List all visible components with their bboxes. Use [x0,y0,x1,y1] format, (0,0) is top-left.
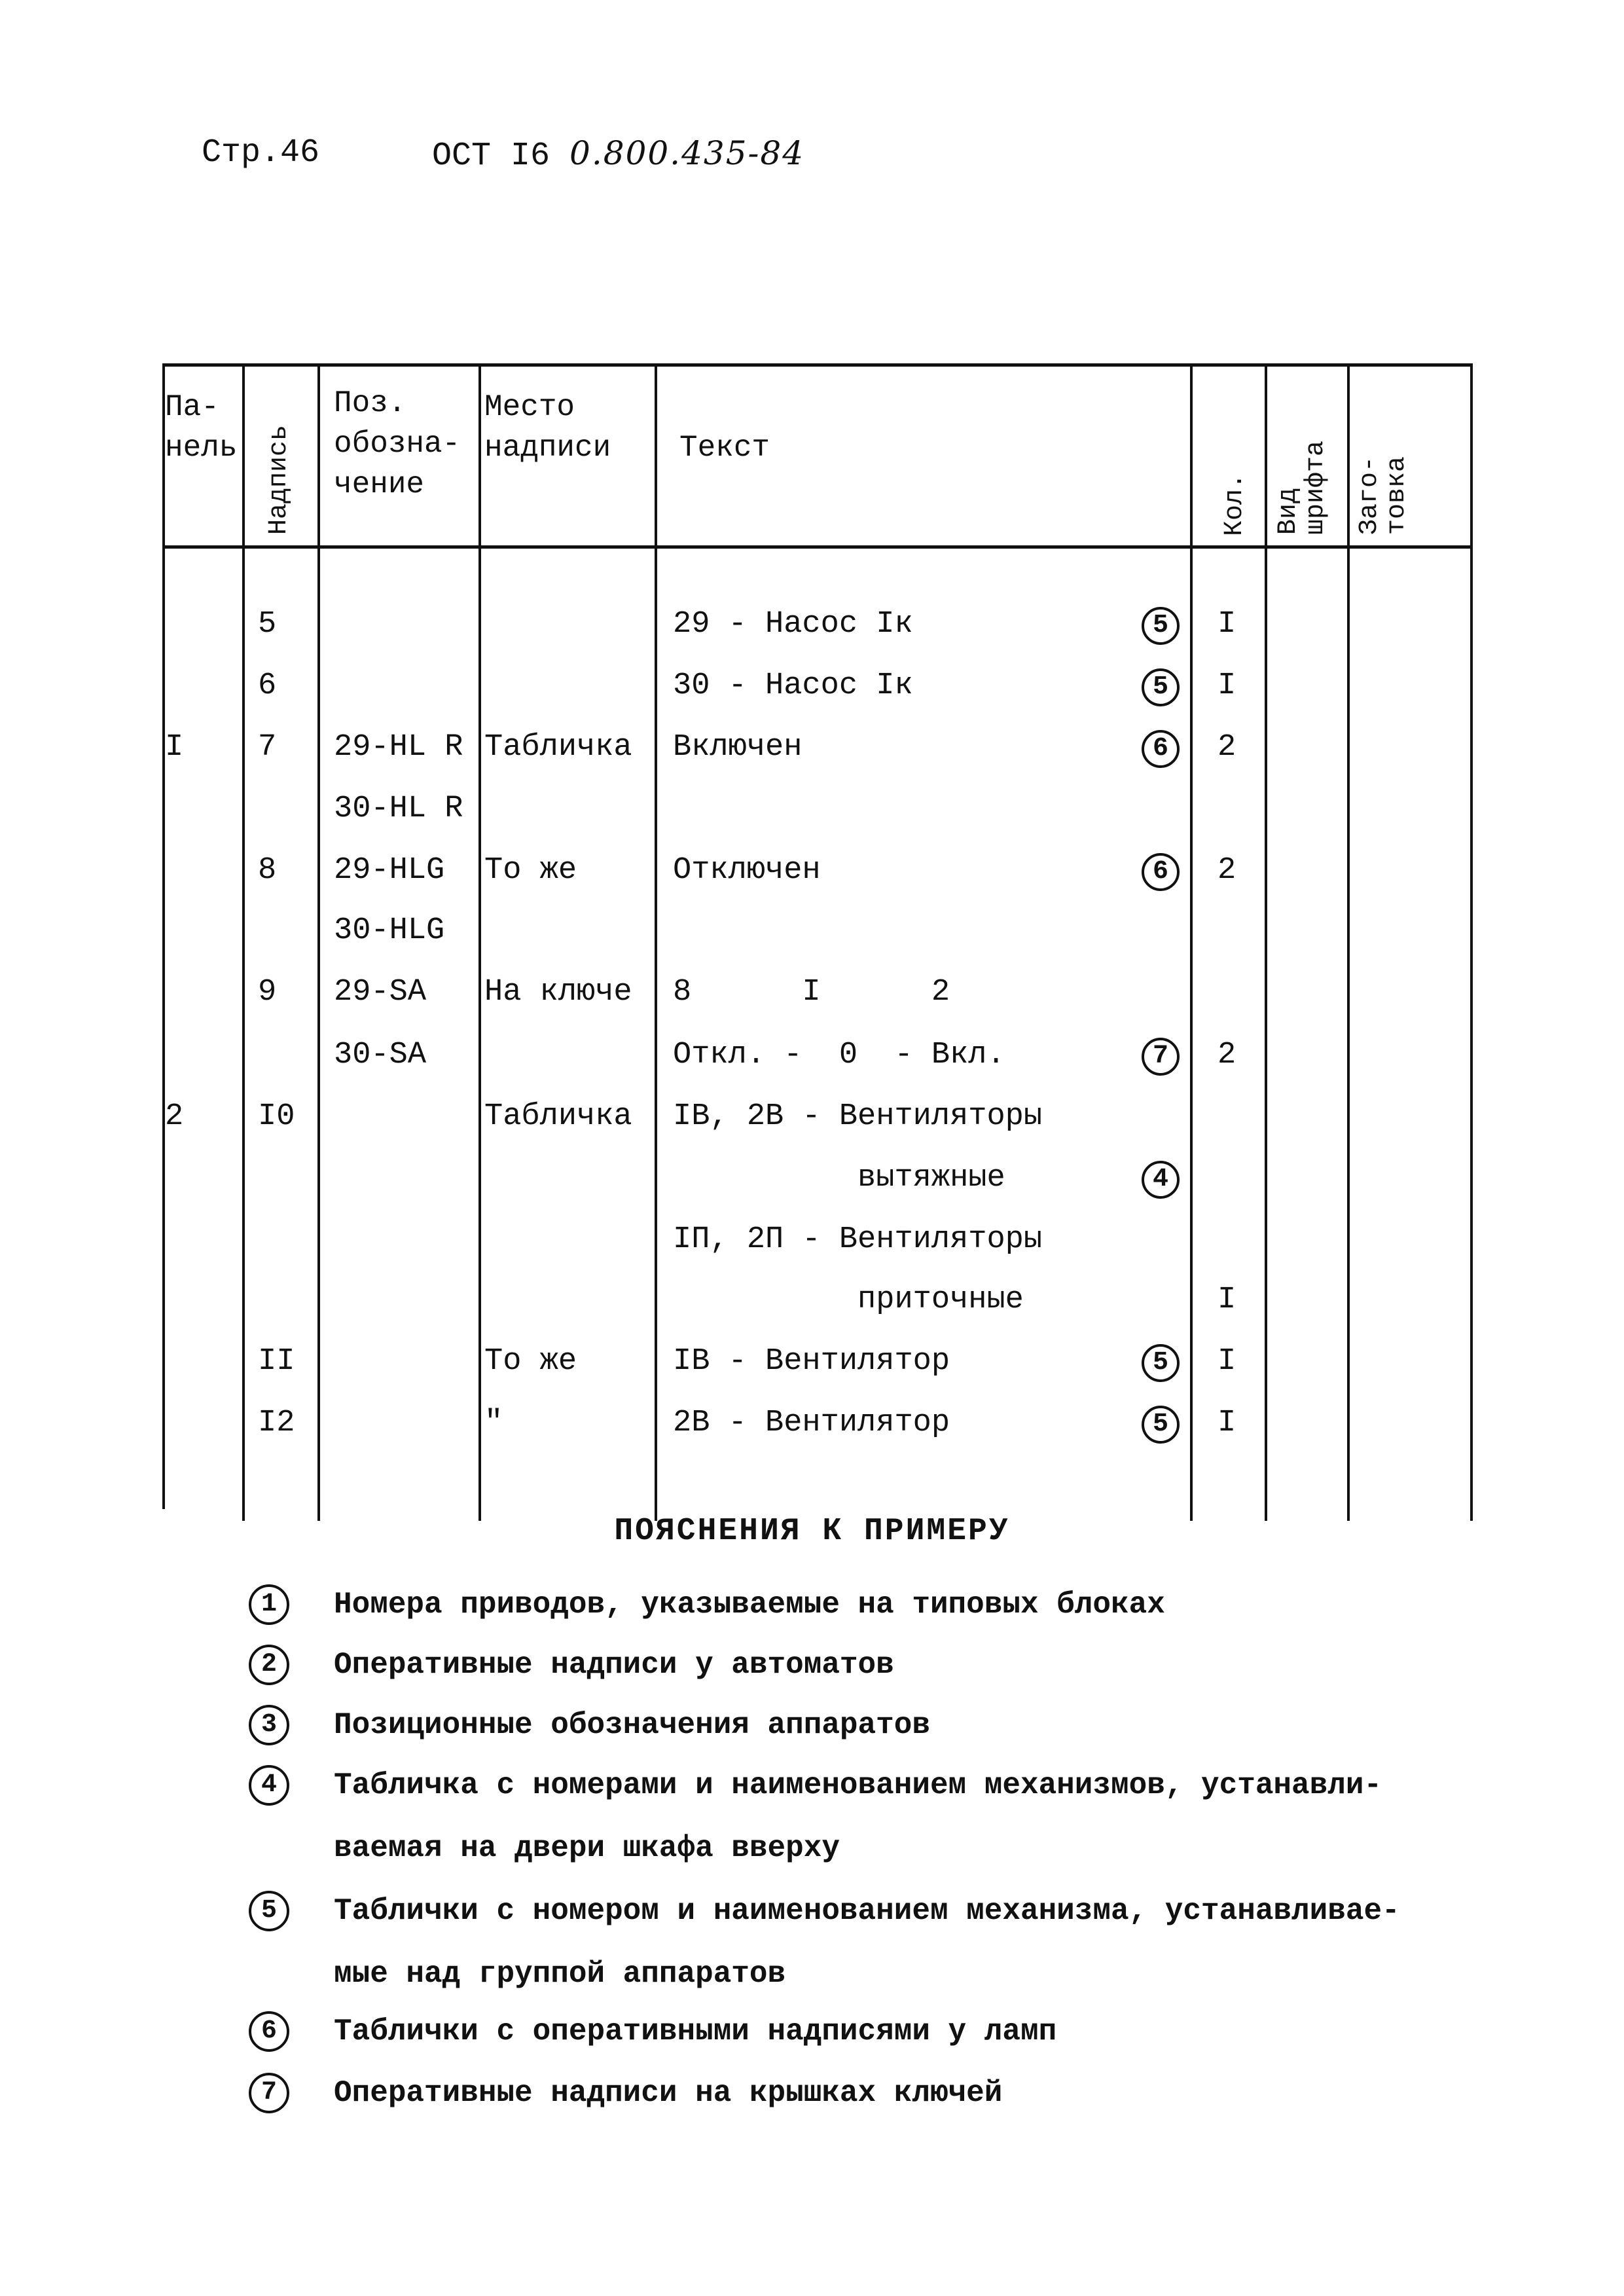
cell-label-no: 6 [258,668,277,703]
col-rule [1265,363,1267,1521]
note-number: 1 [249,1584,289,1625]
note-text: мые над группой аппаратов [334,1957,786,1991]
cell-place: " [484,1406,503,1440]
col-rule [162,363,165,1509]
cell-place: То же [484,1344,577,1379]
cell-place: На ключе [484,975,632,1010]
cell-text: приточные [673,1283,1024,1317]
cell-label-no: 5 [258,607,277,642]
cell-label-no: 7 [258,730,277,765]
cell-panel: 2 [165,1099,184,1134]
inscriptions-table [162,363,1473,1521]
col-rule [1347,363,1350,1521]
note-reference-mark: 5 [1142,668,1180,706]
cell-text: 29 - Насос Iк [673,607,913,642]
cell-qty: I [1218,1406,1236,1440]
note-text: Таблички с номером и наименованием механизма, устанавливае- [334,1894,1400,1928]
col-header-label-no: Надпись [264,424,294,535]
cell-position: 30-HLG [334,913,445,948]
col-rule [1190,363,1193,1521]
col-header-place: Место надписи [484,390,611,465]
col-header-panel: Па- нель [165,390,238,465]
document-code-handwritten: 0.800.435-84 [569,134,805,172]
cell-place: Табличка [484,1099,632,1134]
cell-text: 8 I 2 [673,975,950,1010]
cell-text: Отключен [673,853,821,888]
note-text: Позиционные обозначения аппаратов [334,1708,930,1742]
cell-position: 29-HLG [334,853,445,888]
note-text: Таблички с оперативными надписями у ламп [334,2014,1057,2049]
note-text: Номера приводов, указываемые на типовых блоках [334,1588,1165,1622]
cell-position: 30-SA [334,1038,427,1072]
note-number: 2 [249,1645,289,1685]
cell-qty: I [1218,607,1236,642]
col-header-qty: Кол. [1220,473,1250,536]
note-number: 5 [249,1891,289,1931]
cell-text: Откл. - 0 - Вкл. [673,1038,1005,1072]
cell-label-no: I2 [258,1406,295,1440]
col-rule [1470,363,1473,1521]
note-reference-mark: 7 [1142,1038,1180,1076]
col-header-font: Вид шрифта [1274,440,1331,535]
note-reference-mark: 5 [1142,1344,1180,1382]
cell-panel: I [165,730,184,765]
note-number: 6 [249,2011,289,2052]
cell-text: IВ, 2В - Вентиляторы [673,1099,1043,1134]
col-rule [317,363,320,1521]
cell-label-no: II [258,1344,295,1379]
table-header-rule [162,545,1473,549]
cell-qty: 2 [1218,1038,1236,1072]
note-text: Оперативные надписи у автоматов [334,1648,894,1682]
note-text: ваемая на двери шкафа вверху [334,1831,840,1865]
note-reference-mark: 6 [1142,730,1180,768]
col-rule [478,363,481,1521]
table-top-rule [162,363,1473,367]
cell-label-no: 8 [258,853,277,888]
cell-place: Табличка [484,730,632,765]
cell-text: вытяжные [673,1161,1005,1195]
col-header-text: Текст [679,431,770,465]
note-reference-mark: 5 [1142,607,1180,645]
note-number: 7 [249,2073,289,2113]
notes-title: ПОЯСНЕНИЯ К ПРИМЕРУ [614,1514,1010,1549]
page-number: Стр.46 [202,134,320,172]
cell-text: 2В - Вентилятор [673,1406,950,1440]
cell-place: То же [484,853,577,888]
cell-label-no: I0 [258,1099,295,1134]
cell-qty: 2 [1218,853,1236,888]
cell-label-no: 9 [258,975,277,1010]
note-reference-mark: 5 [1142,1406,1180,1444]
document-code-prefix: ОСТ I6 [432,137,550,175]
cell-text: IВ - Вентилятор [673,1344,950,1379]
cell-text: IП, 2П - Вентиляторы [673,1222,1043,1257]
document-code [432,134,804,175]
col-header-blank: Заго- товка [1355,456,1412,535]
note-reference-mark: 4 [1142,1161,1180,1199]
cell-text: Включен [673,730,803,765]
cell-qty: I [1218,668,1236,703]
note-text: Табличка с номерами и наименованием механизмов, устанавли- [334,1768,1382,1802]
note-reference-mark: 6 [1142,853,1180,891]
cell-qty: 2 [1218,730,1236,765]
note-number: 3 [249,1705,289,1745]
col-rule [655,363,657,1521]
cell-position: 29-HL R [334,730,463,765]
col-header-pos: Поз. обозна- чение [334,386,461,501]
cell-position: 30-HL R [334,792,463,826]
cell-qty: I [1218,1344,1236,1379]
note-number: 4 [249,1765,289,1806]
note-text: Оперативные надписи на крышках ключей [334,2076,1003,2110]
cell-qty: I [1218,1283,1236,1317]
cell-text: 30 - Насос Iк [673,668,913,703]
cell-position: 29-SA [334,975,427,1010]
col-rule [242,363,245,1521]
